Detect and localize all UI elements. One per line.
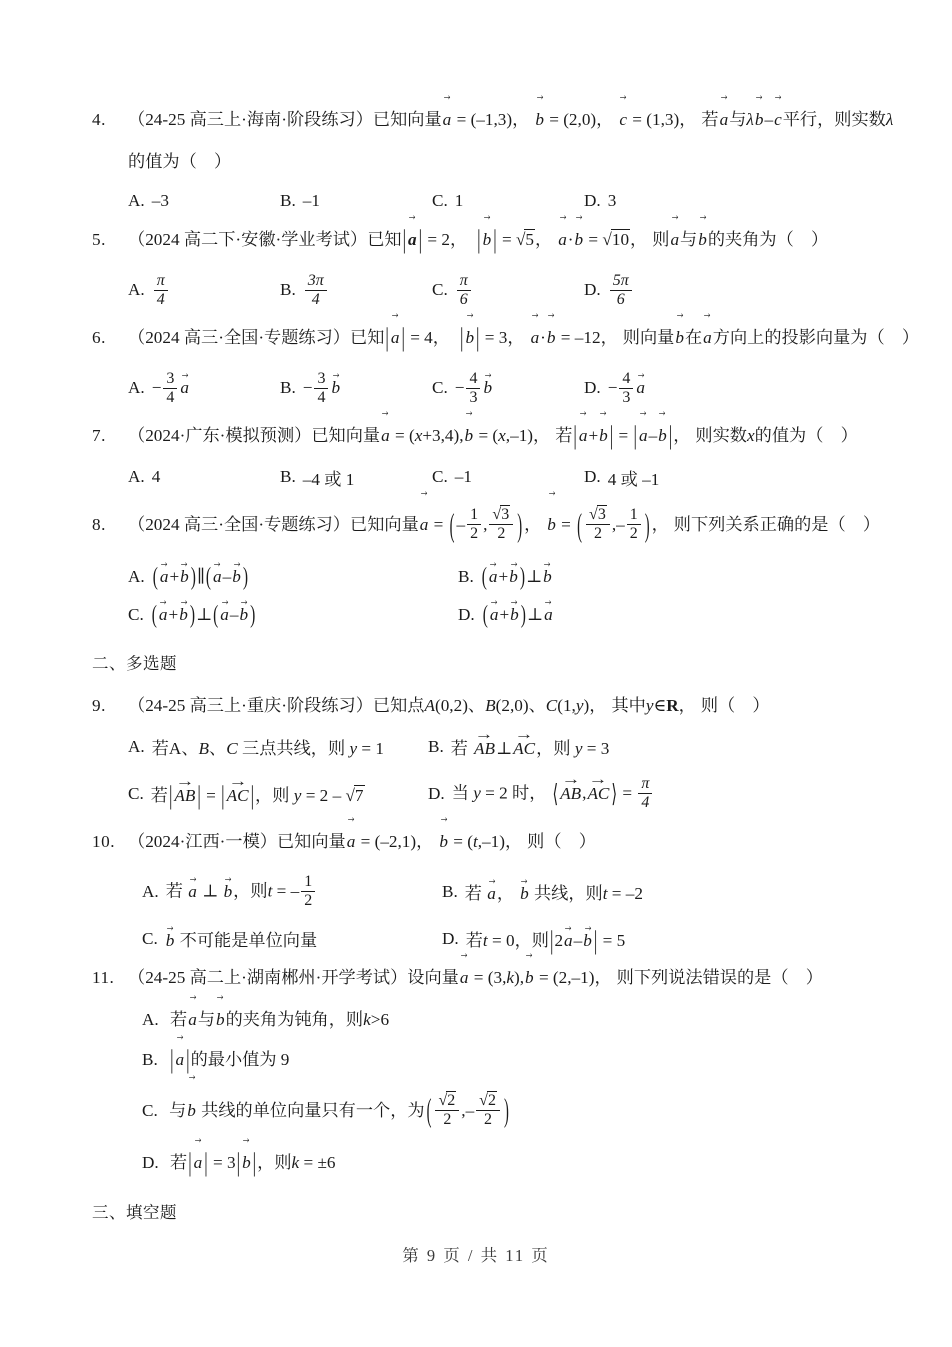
option-c-label: C. [432,191,448,210]
option-d-fraction: $\frac{5\pi}{6}$ [610,272,632,309]
option-d[interactable] [442,920,742,958]
question-6-source: （2024 高三·全国·专题练习） [128,328,350,347]
question-7-number: 7. [92,426,106,445]
option-b-text: –1 [302,191,320,210]
option-a-label: A. [142,881,159,901]
option-a[interactable] [128,360,280,416]
option-b[interactable] [280,262,432,318]
question-6-stem-text: （2024 高三·全国·专题练习）已知| a → | = 4， | b → | = 3， a →·b → = –12， 则向量b →在a →方向上的投影向量为（ ） [128,318,919,358]
question-9-number: 9. [92,695,106,715]
question-4-known-label: 已知向量 [372,110,442,129]
option-a-label: A. [128,467,145,486]
question-7-stem [92,416,860,456]
question-11-known-label: 设向量 [407,967,459,987]
question-5-stem-tail: 的夹角为（ ） [707,230,829,249]
option-a[interactable] [128,262,280,318]
question-5-stem [92,220,860,260]
question-10-options-row2 [128,920,860,958]
option-a[interactable] [128,558,458,596]
option-d-fraction: $\frac{4}{3}$ [619,370,633,407]
option-d-expression: 若t = 0，则|2a →–b → | = 5 [466,926,625,951]
option-c-text: 1 [454,191,464,210]
question-6-number: 6. [92,328,106,347]
option-b[interactable] [442,864,742,920]
question-10-stem [92,822,860,862]
question-11-stem-text: （24-25 高二上·湖南郴州·开学考试）设向量a → = (3,k),b → = (2,–1)， 则下列说法错误的是（ ） [128,958,860,998]
option-a-fraction: $\frac{3}{4}$ [163,370,177,407]
question-4-stem-line2: 的值为（ ） [128,152,232,171]
question-11-number: 11. [92,967,115,987]
section-heading-multi-choice: 二、多选题 [92,653,177,673]
question-9-options-row2 [128,766,860,822]
question-11-option-d[interactable] [142,1143,860,1183]
option-d-label: D. [442,928,459,948]
question-11-option-a[interactable] [142,1000,860,1040]
option-c-expression: b → 不可能是单位向量 [165,926,317,951]
question-7-stem-tail: 的值为（ ） [754,426,858,445]
option-c-expression: ( a →+b → )⊥( a →–b → ) [151,605,256,625]
question-4-stem [92,100,894,140]
option-c-fraction: $\frac{\pi}{6}$ [457,272,471,309]
page-footer: 第 9 页 / 共 11 页 [402,1246,550,1265]
question-6-stem [92,318,920,358]
option-c-label: C. [432,378,448,397]
option-a-text: –3 [151,191,169,210]
question-7-known-label: 已知向量 [311,426,381,445]
option-b-label: B. [280,378,296,397]
question-8-number: 8. [92,515,106,534]
option-d-label: D. [142,1153,159,1173]
question-10-source: （2024·江西·一模） [128,831,277,851]
option-c[interactable] [432,458,584,496]
option-a[interactable] [128,458,280,496]
option-a-expression: 若a →与b →的夹角为钝角，则k>6 [170,1010,389,1029]
option-b-fraction: $\frac{3\pi}{4}$ [305,272,327,309]
option-a[interactable] [128,182,280,220]
option-b-label: B. [280,280,296,299]
option-c-expression: 若| AB → | = | AC → |，则 y = 2 – √7 [151,781,365,806]
option-d[interactable] [584,262,736,318]
question-11-source: （24-25 高二上·湖南郴州·开学考试） [128,967,408,987]
option-a[interactable] [128,728,428,766]
option-d-label: D. [584,378,601,397]
option-c-text: –1 [454,467,472,486]
option-b-expression: ( a →+b → )⊥b → [481,567,553,587]
option-d-expression: 若| a → | = 3| b → |，则k = ±6 [170,1153,335,1172]
option-d-expression: 当 y = 2 时， ⟨ AB →,AC → ⟩ = $\frac{\pi}{4}$ [452,775,655,812]
question-9-stem-text: （24-25 高三上·重庆·阶段练习）已知点A(0,2)、B(2,0)、C(1,y)， 其中y∈R， 则（ ） [128,695,770,715]
question-4-number: 4. [92,110,106,129]
question-11-stem [92,958,860,998]
option-d[interactable] [584,458,736,496]
question-7-options [128,458,860,496]
option-c[interactable] [432,360,584,416]
question-9-options-row1 [128,728,860,766]
option-b-label: B. [280,191,296,210]
question-10-known-label: 已知向量 [276,831,346,851]
question-8-stem [92,496,881,556]
option-c-label: C. [142,1100,158,1120]
option-a-label: A. [128,736,145,756]
option-a-expression: 若A、B、C 三点共线，则 y = 1 [151,739,384,759]
option-a[interactable] [142,864,442,920]
option-d[interactable] [584,182,736,220]
question-6-options [128,360,860,416]
option-a-sign: − [151,378,162,397]
option-b[interactable] [280,458,432,496]
option-c[interactable] [128,766,428,822]
question-9-known-label: 已知点 [372,695,425,715]
option-c-label: C. [432,467,448,486]
question-7-source: （2024·广东·模拟预测） [128,426,312,445]
question-6-known-label: 已知 [350,328,385,347]
option-c-label: C. [128,604,144,624]
option-b-fraction: $\frac{3}{4}$ [314,370,328,407]
option-c-fraction: $\frac{4}{3}$ [466,370,480,407]
option-a-expression: ( a →+b → )∥( a →–b → ) [152,567,249,587]
option-b[interactable] [428,728,728,766]
option-c-expression: 与b → 共线的单位向量只有一个，为 ( $\frac{√2}{2}$ ,– $\frac{√2}{2}$ ) [169,1101,511,1120]
option-d-label: D. [428,783,445,803]
question-4-source: （24-25 高三上·海南·阶段练习） [128,110,373,129]
question-4-stem-tail: 平行，则实数 [782,110,886,129]
option-d-label: D. [458,604,475,624]
question-8-known-label: 已知向量 [350,515,419,534]
option-d-text: 4 或 –1 [607,469,660,489]
option-b-label: B. [428,736,444,756]
option-b-sign: − [302,378,313,397]
option-d-label: D. [584,191,601,210]
option-a-expression: 若 a → ⊥ b →，则t = – $\frac{1}{2}$ [166,873,318,910]
question-10-number: 10. [92,831,115,851]
section-heading-fill-blank: 三、填空题 [92,1203,177,1223]
question-9-source: （24-25 高三上·重庆·阶段练习） [128,695,373,715]
option-a-text: 4 [151,467,161,486]
option-a-label: A. [128,566,145,586]
question-8-options-row2 [128,596,860,634]
question-6-stem-tail: 方向上的投影向量为（ ） [712,328,920,347]
option-b[interactable] [458,558,788,596]
question-7-stem-mid: 则实数 [695,426,747,445]
option-c[interactable] [128,596,458,634]
question-10-stem-text: （2024·江西·一模）已知向量a → = (–2,1)， b → = (t,–1)， 则（ ） [128,822,860,862]
question-8-stem-text: （2024 高三·全国·专题练习）已知向量a → = ( – $\frac{1}{2}$ , $\frac{√3}{2}$ ) ， b → = ( $\frac{√3}{2}$ ,– $\frac{1}{2}$ ) ， 则下列关系正确的是（ ） [128,496,880,556]
question-5-number: 5. [92,230,106,249]
option-a-fraction: $\frac{\pi}{4}$ [154,272,168,309]
option-c-vector: b → [482,378,493,398]
option-d-sign: − [607,378,618,397]
option-c[interactable] [142,920,442,958]
option-b-vector: b → [330,378,341,398]
question-7-stem-text: （2024·广东·模拟预测）已知向量a → = (x+3,4),b → = (x,–1)， 若| a →+b → | = | a →–b → |， 则实数x的值为（ ） [128,416,860,456]
question-8-stem-tail: 则下列关系正确的是（ ） [673,515,881,534]
option-a-vector: a → [179,378,190,398]
question-5-stem-text: （2024 高二下·安徽·学业考试）已知| a → | = 2， | b → | = √5， a →·b → = √10， 则a →与b →的夹角为（ ） [128,220,860,260]
question-11-stem-tail: 则下列说法错误的是（ ） [616,967,823,987]
option-a-label: A. [128,378,145,397]
option-d-label: D. [584,467,601,486]
option-a-label: A. [128,191,145,210]
option-d[interactable] [458,596,788,634]
option-c[interactable] [432,262,584,318]
question-9-stem [92,686,860,726]
option-b-expression: 若 a →， b → 共线，则t = –2 [465,879,643,904]
question-5-source: （2024 高二下·安徽·学业考试） [128,230,368,249]
question-8-source: （2024 高三·全国·专题练习） [128,515,350,534]
option-c-label: C. [432,280,448,299]
option-c-sign: − [454,378,465,397]
option-d-expression: ( a →+b → )⊥a → [482,605,554,625]
option-b-label: B. [442,881,458,901]
option-d-label: D. [584,280,601,299]
option-a-label: A. [142,1009,159,1029]
option-b-label: B. [280,467,296,486]
option-c-label: C. [142,928,158,948]
option-b[interactable] [280,360,432,416]
option-c-label: C. [128,783,144,803]
option-b-expression: | a → |的最小值为 9 [169,1050,289,1069]
option-d-text: 3 [607,191,617,210]
option-a-label: A. [128,280,145,299]
option-b-label: B. [142,1049,158,1069]
option-b-label: B. [458,566,474,586]
option-d[interactable] [428,766,728,822]
option-b-expression: 若 AB →⊥AC →，则 y = 3 [451,734,610,759]
option-b-text: –4 或 1 [302,469,355,489]
question-4-stem-text: （24-25 高三上·海南·阶段练习）已知向量a → = (–1,3)， b → = (2,0)， c → = (1,3)， 若a →与λb →–c →平行，则实数λ [128,100,893,140]
question-11-option-b[interactable] [142,1040,860,1080]
question-10-options-row1 [128,864,860,920]
question-5-known-label: 已知 [367,230,402,249]
option-d-vector: a → [635,378,646,398]
